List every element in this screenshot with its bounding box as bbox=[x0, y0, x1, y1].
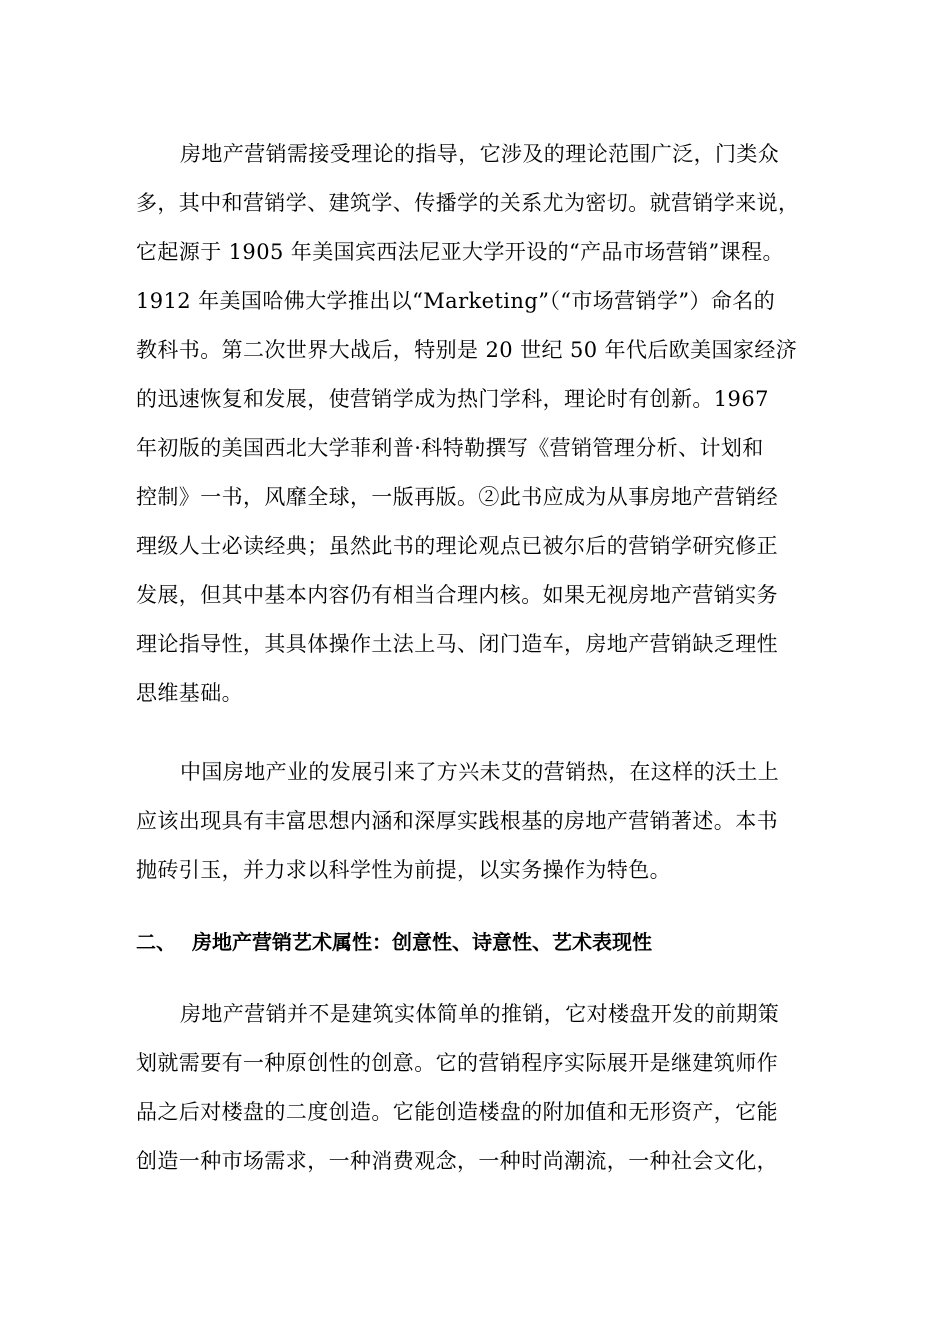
text-line: 发展，但其中基本内容仍有相当合理内核。如果无视房地产营销实务 bbox=[136, 583, 778, 607]
text-line: 抛砖引玉，并力求以科学性为前提，以实务操作为特色。 bbox=[136, 858, 671, 882]
text-line: 控制》一书，风靡全球，一版再版。②此书应成为从事房地产营销经 bbox=[136, 485, 778, 509]
text-line: 教科书。第二次世界大战后，特别是 20 世纪 50 年代后欧美国家经济 bbox=[136, 338, 798, 362]
text-line: 房地产营销并不是建筑实体简单的推销，它对楼盘开发的前期策 bbox=[180, 1002, 780, 1026]
text-line: 创造一种市场需求，一种消费观念，一种时尚潮流，一种社会文化， bbox=[136, 1149, 778, 1173]
text-line: 应该出现具有丰富思想内涵和深厚实践根基的房地产营销著述。本书 bbox=[136, 809, 778, 833]
section-title: 房地产营销艺术属性：创意性、诗意性、艺术表现性 bbox=[192, 930, 652, 954]
text-line: 房地产营销需接受理论的指导，它涉及的理论范围广泛，门类众 bbox=[180, 142, 780, 166]
text-line: 年初版的美国西北大学菲利普·科特勒撰写《营销管理分析、计划和 bbox=[136, 436, 764, 460]
text-line: 理级人士必读经典；虽然此书的理论观点已被尔后的营销学研究修正 bbox=[136, 534, 778, 558]
section-heading bbox=[136, 928, 652, 956]
text-line: 1912 年美国哈佛大学推出以“Marketing”（“市场营销学”）命名的 bbox=[136, 289, 776, 313]
text-line: 划就需要有一种原创性的创意。它的营销程序实际展开是继建筑师作 bbox=[136, 1051, 778, 1075]
text-line: 理论指导性，其具体操作土法上马、闭门造车，房地产营销缺乏理性 bbox=[136, 632, 778, 656]
text-line: 的迅速恢复和发展，使营销学成为热门学科，理论时有创新。1967 bbox=[136, 387, 769, 411]
text-line: 多，其中和营销学、建筑学、传播学的关系尤为密切。就营销学来说， bbox=[136, 191, 800, 215]
text-line: 中国房地产业的发展引来了方兴未艾的营销热，在这样的沃土上 bbox=[180, 760, 780, 784]
text-line: 品之后对楼盘的二度创造。它能创造楼盘的附加值和无形资产，它能 bbox=[136, 1100, 778, 1124]
text-line: 它起源于 1905 年美国宾西法尼亚大学开设的“产品市场营销”课程。 bbox=[136, 240, 784, 264]
text-line: 思维基础。 bbox=[136, 681, 243, 705]
section-number: 二、 bbox=[136, 930, 176, 954]
